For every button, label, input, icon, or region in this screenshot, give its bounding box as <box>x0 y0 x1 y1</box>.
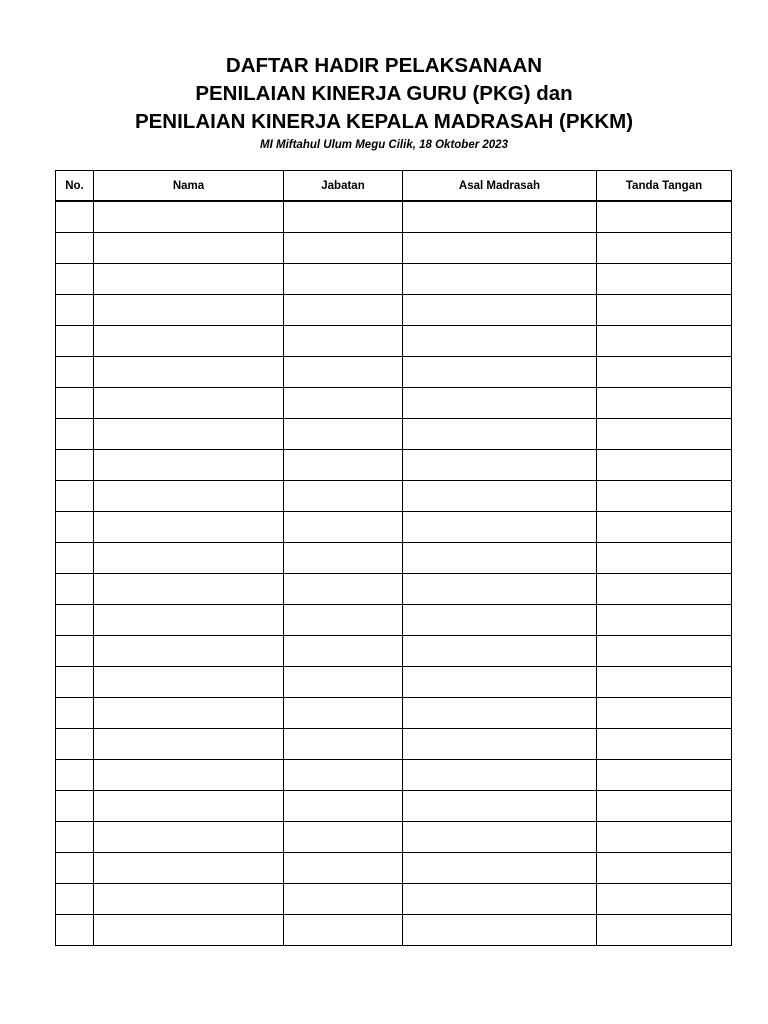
cell-nama <box>94 233 284 264</box>
cell-tanda-tangan <box>597 419 732 450</box>
cell-asal-madrasah <box>403 915 597 946</box>
cell-no <box>56 543 94 574</box>
cell-tanda-tangan <box>597 264 732 295</box>
cell-asal-madrasah <box>403 884 597 915</box>
cell-nama <box>94 543 284 574</box>
table-row <box>56 264 732 295</box>
cell-no <box>56 326 94 357</box>
cell-asal-madrasah <box>403 822 597 853</box>
cell-nama <box>94 667 284 698</box>
cell-nama <box>94 822 284 853</box>
table-row <box>56 884 732 915</box>
table-row <box>56 791 732 822</box>
cell-nama <box>94 760 284 791</box>
cell-asal-madrasah <box>403 481 597 512</box>
cell-nama <box>94 729 284 760</box>
cell-tanda-tangan <box>597 667 732 698</box>
cell-tanda-tangan <box>597 357 732 388</box>
cell-tanda-tangan <box>597 915 732 946</box>
cell-no <box>56 450 94 481</box>
table-row <box>56 574 732 605</box>
cell-asal-madrasah <box>403 201 597 233</box>
cell-no <box>56 605 94 636</box>
column-header-jabatan: Jabatan <box>284 171 403 202</box>
cell-no <box>56 233 94 264</box>
cell-jabatan <box>284 481 403 512</box>
table-row <box>56 419 732 450</box>
cell-jabatan <box>284 853 403 884</box>
cell-asal-madrasah <box>403 636 597 667</box>
cell-no <box>56 357 94 388</box>
cell-no <box>56 512 94 543</box>
cell-jabatan <box>284 264 403 295</box>
document-header <box>0 52 768 153</box>
cell-jabatan <box>284 543 403 574</box>
title-line-2: PENILAIAN KINERJA GURU (PKG) dan <box>195 82 573 105</box>
title-line-3: PENILAIAN KINERJA KEPALA MADRASAH (PKKM) <box>134 110 634 133</box>
cell-no <box>56 791 94 822</box>
cell-nama <box>94 853 284 884</box>
cell-no <box>56 729 94 760</box>
cell-nama <box>94 295 284 326</box>
cell-tanda-tangan <box>597 853 732 884</box>
cell-jabatan <box>284 233 403 264</box>
cell-jabatan <box>284 667 403 698</box>
cell-tanda-tangan <box>597 543 732 574</box>
cell-tanda-tangan <box>597 512 732 543</box>
cell-tanda-tangan <box>597 450 732 481</box>
cell-jabatan <box>284 357 403 388</box>
cell-no <box>56 264 94 295</box>
table-body <box>56 201 732 946</box>
cell-tanda-tangan <box>597 884 732 915</box>
cell-asal-madrasah <box>403 543 597 574</box>
cell-tanda-tangan <box>597 636 732 667</box>
cell-asal-madrasah <box>403 760 597 791</box>
cell-tanda-tangan <box>597 326 732 357</box>
table-row <box>56 915 732 946</box>
table-row <box>56 450 732 481</box>
table-row <box>56 481 732 512</box>
cell-asal-madrasah <box>403 574 597 605</box>
cell-no <box>56 698 94 729</box>
cell-jabatan <box>284 760 403 791</box>
cell-jabatan <box>284 729 403 760</box>
column-header-asal-madrasah: Asal Madrasah <box>403 171 597 202</box>
cell-nama <box>94 915 284 946</box>
cell-jabatan <box>284 201 403 233</box>
cell-asal-madrasah <box>403 419 597 450</box>
cell-asal-madrasah <box>403 791 597 822</box>
cell-no <box>56 667 94 698</box>
cell-tanda-tangan <box>597 388 732 419</box>
cell-nama <box>94 201 284 233</box>
cell-no <box>56 760 94 791</box>
cell-tanda-tangan <box>597 201 732 233</box>
cell-no <box>56 574 94 605</box>
cell-nama <box>94 357 284 388</box>
cell-nama <box>94 512 284 543</box>
cell-jabatan <box>284 605 403 636</box>
cell-no <box>56 419 94 450</box>
attendance-table <box>55 170 732 946</box>
cell-nama <box>94 574 284 605</box>
cell-asal-madrasah <box>403 295 597 326</box>
table-row <box>56 543 732 574</box>
cell-jabatan <box>284 822 403 853</box>
table-row <box>56 605 732 636</box>
cell-nama <box>94 419 284 450</box>
cell-nama <box>94 326 284 357</box>
table-row <box>56 760 732 791</box>
cell-tanda-tangan <box>597 481 732 512</box>
cell-nama <box>94 791 284 822</box>
table-row <box>56 295 732 326</box>
cell-asal-madrasah <box>403 326 597 357</box>
cell-asal-madrasah <box>403 233 597 264</box>
cell-no <box>56 822 94 853</box>
cell-nama <box>94 636 284 667</box>
cell-nama <box>94 264 284 295</box>
cell-tanda-tangan <box>597 233 732 264</box>
column-header-tanda-tangan: Tanda Tangan <box>597 171 732 202</box>
table-row <box>56 667 732 698</box>
cell-no <box>56 853 94 884</box>
cell-nama <box>94 450 284 481</box>
cell-tanda-tangan <box>597 574 732 605</box>
cell-jabatan <box>284 915 403 946</box>
cell-jabatan <box>284 884 403 915</box>
table-row <box>56 822 732 853</box>
title-line-1: DAFTAR HADIR PELAKSANAAN <box>225 54 543 77</box>
cell-nama <box>94 481 284 512</box>
column-header-nama: Nama <box>94 171 284 202</box>
table-header-row <box>56 171 732 202</box>
cell-asal-madrasah <box>403 264 597 295</box>
column-header-no: No. <box>56 171 94 202</box>
cell-asal-madrasah <box>403 853 597 884</box>
cell-nama <box>94 884 284 915</box>
cell-tanda-tangan <box>597 295 732 326</box>
table-row <box>56 357 732 388</box>
table-row <box>56 512 732 543</box>
cell-jabatan <box>284 450 403 481</box>
cell-tanda-tangan <box>597 791 732 822</box>
table-row <box>56 636 732 667</box>
cell-jabatan <box>284 791 403 822</box>
cell-jabatan <box>284 636 403 667</box>
document-subtitle: MI Miftahul Ulum Megu Cilik, 18 Oktober 2023 <box>260 139 508 151</box>
cell-asal-madrasah <box>403 450 597 481</box>
cell-jabatan <box>284 388 403 419</box>
cell-no <box>56 201 94 233</box>
cell-jabatan <box>284 512 403 543</box>
table-row <box>56 388 732 419</box>
cell-jabatan <box>284 419 403 450</box>
cell-asal-madrasah <box>403 388 597 419</box>
cell-asal-madrasah <box>403 357 597 388</box>
table-row <box>56 326 732 357</box>
cell-jabatan <box>284 295 403 326</box>
cell-tanda-tangan <box>597 605 732 636</box>
table-row <box>56 698 732 729</box>
cell-asal-madrasah <box>403 698 597 729</box>
table-row <box>56 729 732 760</box>
table-row <box>56 853 732 884</box>
cell-tanda-tangan <box>597 822 732 853</box>
cell-no <box>56 636 94 667</box>
cell-tanda-tangan <box>597 698 732 729</box>
cell-tanda-tangan <box>597 760 732 791</box>
cell-nama <box>94 605 284 636</box>
cell-asal-madrasah <box>403 667 597 698</box>
cell-no <box>56 915 94 946</box>
cell-jabatan <box>284 326 403 357</box>
cell-nama <box>94 698 284 729</box>
table-row <box>56 201 732 233</box>
cell-tanda-tangan <box>597 729 732 760</box>
cell-nama <box>94 388 284 419</box>
cell-no <box>56 295 94 326</box>
cell-asal-madrasah <box>403 729 597 760</box>
cell-jabatan <box>284 574 403 605</box>
cell-jabatan <box>284 698 403 729</box>
cell-asal-madrasah <box>403 512 597 543</box>
cell-no <box>56 481 94 512</box>
cell-no <box>56 388 94 419</box>
table-row <box>56 233 732 264</box>
cell-asal-madrasah <box>403 605 597 636</box>
cell-no <box>56 884 94 915</box>
